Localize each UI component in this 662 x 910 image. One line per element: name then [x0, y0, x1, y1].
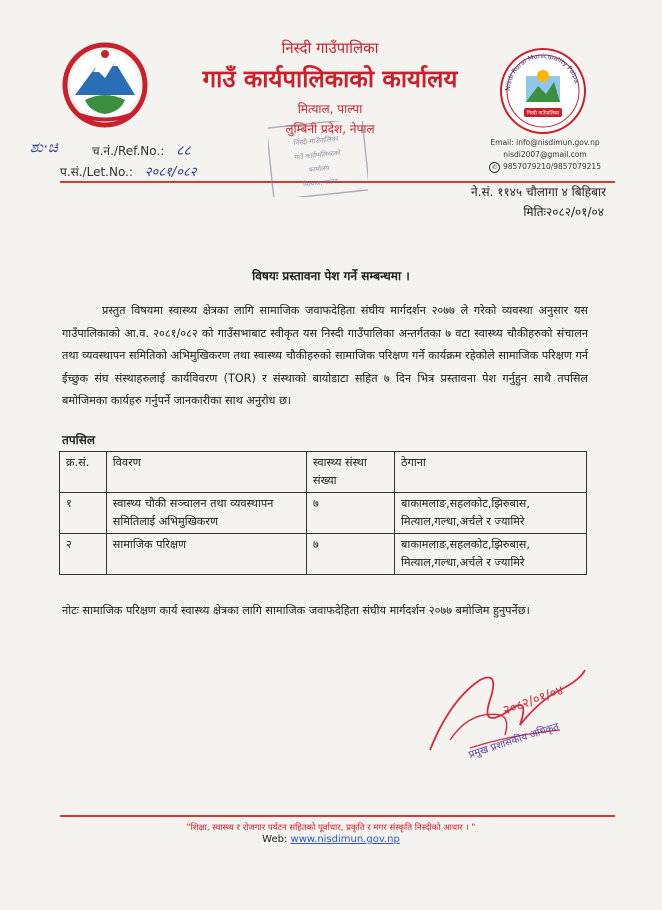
- table-cell: २: [60, 534, 107, 575]
- table-header-row: [60, 452, 587, 493]
- letno-value: २०८१/०८२: [144, 165, 197, 180]
- table-cell: स्वास्थ्य चौकी सञ्चालन तथा व्यवस्थापन समितिलाई अभिमुखिकरण: [106, 493, 306, 534]
- ref-number: [92, 141, 191, 160]
- svg-text:गाउँ कार्यपालिकाको: गाउँ कार्यपालिकाको: [294, 148, 341, 162]
- table-header-cell: विवरण: [106, 452, 306, 493]
- contact-email-2: nisdi2007@gmail.com: [503, 150, 587, 159]
- table-header-cell: ठेगाना: [395, 452, 587, 493]
- seal-text-bottom: निस्दी गाउँपालिका: [526, 110, 560, 117]
- table-cell: १: [60, 493, 107, 534]
- table-row: [60, 493, 587, 534]
- footer-web-label: Web:: [262, 834, 288, 845]
- nepal-sambat-date: ने.सं. ११४५ चौलागा ४ बिहिबार: [470, 185, 606, 199]
- table-cell: ७: [307, 493, 395, 534]
- table-header-cell: क्र.सं.: [60, 452, 107, 493]
- ref-label: च.नं./Ref.No.:: [92, 144, 165, 158]
- letter-date: मितिः२०८२/०१/०४: [523, 205, 604, 219]
- signature-icon: [410, 640, 610, 770]
- table-row: [60, 534, 587, 575]
- tapsil-heading: तपसिल: [62, 433, 96, 447]
- table-cell: ७: [307, 534, 395, 575]
- nepal-emblem-icon: [60, 40, 150, 130]
- initials-mark-icon: ಶು·ಚಿ: [30, 138, 58, 156]
- contact-phone: [470, 162, 620, 173]
- phone-icon: ✆: [489, 162, 500, 173]
- seal-text-top: Nisdi Rural Municipality Palpa: [503, 51, 581, 92]
- letter-subject: विषयः प्रस्तावना पेश गर्ने सम्बन्धमा ।: [252, 269, 410, 283]
- svg-text:प्रमुख प्रशासकीय अधिकृत: प्रमुख प्रशासकीय अधिकृत: [467, 721, 561, 761]
- footer-website: [0, 834, 662, 845]
- office-location: मित्याल, पाल्पा: [297, 102, 363, 116]
- letter-body-text: प्रस्तुत विषयमा स्वास्थ्य क्षेत्रका लागि सामाजिक जवाफदेहिता संघीय मार्गदर्शन २०७७ ले गरेको व्यवस्था अनुसार यस गाउँपालिकाको आ.व. २०८१/०८२ को गाउँसभाबाट स्वीकृत यस निस्दी गाउँपालिका अन्तर्गतका ७ वटा स्वास्थ्य चौकीहरुको संचालन तथा व्यवस्थापन समितिको अभिमुखिकरण तथा स्वास्थ्य चौकीहरुको सामाजिक परिक्षण गर्ने कार्यक्रम रहेकोले सामाजिक परिक्षण गर्न ईच्छुक संघ संस्थाहरुलाई कार्यविवरण (TOR) र संस्थाको बायोडाटा सहित ७ दिन भित्र प्रस्तावना पेश गर्नुहुन साथै तपसिल बमोजिमका कार्यहरु गर्नुपर्ने जानकारीका साथ अनुरोध छ।: [62, 304, 588, 407]
- contact-phone-number: 9857079210/9857079215: [503, 162, 601, 171]
- svg-text:२०८२/०१/०४: २०८२/०१/०४: [501, 683, 566, 719]
- letter-body: [62, 300, 588, 413]
- letno-label: प.सं./Let.No.:: [60, 165, 133, 179]
- office-province: लुम्बिनी प्रदेश, नेपाल: [285, 122, 375, 136]
- office-name: गाउँ कार्यपालिकाको कार्यालय: [202, 65, 458, 93]
- table-cell: बाकामलाङ,सहलकोट,झिरुबास, मित्याल,गल्धा,अर्चले र ज्यामिरे: [395, 534, 587, 575]
- letter-note: नोटः सामाजिक परिक्षण कार्य स्वास्थ्य क्षेत्रका लागि सामाजिक जवाफदेहिता संघीय मार्गदर्शन २०७७ बमोजिम हुनुपर्नेछ।: [62, 604, 530, 617]
- footer-divider: [60, 815, 615, 817]
- municipality-seal-icon: [498, 46, 588, 136]
- svg-text:निस्दी गाउँपालिका: निस्दी गाउँपालिका: [293, 134, 340, 148]
- svg-text:कार्यालय: कार्यालय: [308, 163, 330, 174]
- table-cell: सामाजिक परिक्षण: [106, 534, 306, 575]
- table-cell: बाकामलाङ,सहलकोट,झिरुबास, मित्याल,गल्धा,अर्चले र ज्यामिरे: [395, 493, 587, 534]
- table-header-cell: स्वास्थ्य संस्था संख्या: [307, 452, 395, 493]
- website-link[interactable]: www.nisdimun.gov.np: [290, 834, 400, 845]
- contact-email: Email: info@nisdimun.gov.np: [490, 138, 600, 147]
- details-table: [59, 451, 587, 575]
- municipality-name: निस्दी गाउँपालिका: [281, 39, 379, 57]
- letter-number: [60, 162, 196, 180]
- office-stamp: [268, 121, 368, 197]
- footer-quote: "शिक्षा, स्वास्थ्य र रोजगार पर्यटन सहितको पूर्वाधार, प्रकृति र मगर संस्कृति निस्दीको आधार । ": [186, 823, 476, 833]
- ref-value: ८८: [176, 143, 191, 159]
- svg-text:मित्याल, पाल्पा: मित्याल, पाल्पा: [302, 177, 339, 189]
